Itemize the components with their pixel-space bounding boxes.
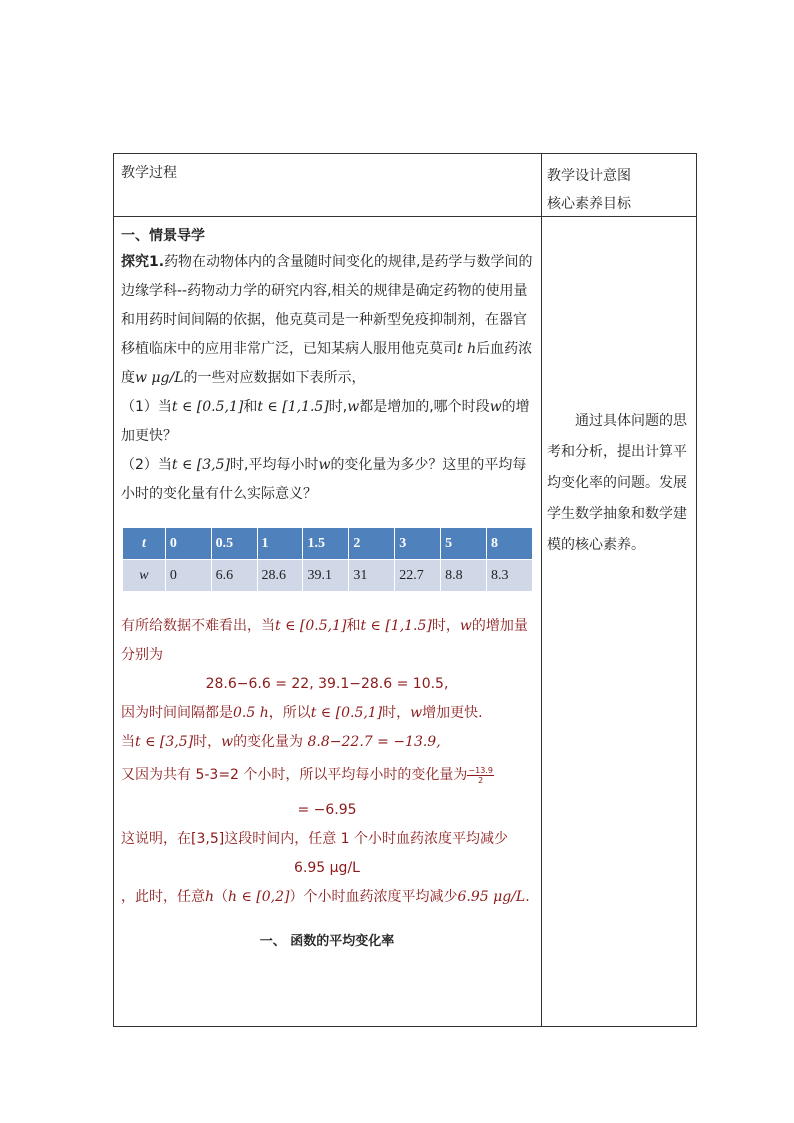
q2-text-b: 时,平均每小时 (230, 457, 319, 473)
a4-text-c: 的变化量为 (233, 734, 304, 750)
table-cell: 3 (395, 528, 441, 560)
a4-text-b: 时， (193, 734, 222, 750)
a3-text-b: ，所以 (268, 705, 311, 721)
intro-unit: w μg/L (135, 370, 184, 386)
equation-average: = −6.95 (297, 802, 357, 818)
a3-w-var: w (410, 705, 423, 721)
table-row-time (123, 528, 533, 560)
fraction-numerator: −13.9 (468, 765, 493, 775)
section-title-scenario: 一、情景导学 (121, 228, 205, 244)
analysis-line-9 (121, 883, 533, 912)
concentration-data-table (122, 527, 533, 592)
a4-interval: t ∈ [3,5] (135, 734, 194, 750)
analysis-line-3 (121, 699, 533, 728)
a1-text-d: 的增加量分别为 (121, 618, 528, 663)
column-divider (541, 154, 542, 1026)
a1-w-var: w (459, 618, 472, 634)
a3-interval: t ∈ [0.5,1] (310, 705, 383, 721)
a9-h-var: h (205, 889, 215, 905)
a9-interval: h ∈ [0,2] (228, 889, 290, 905)
intro-text-2: 后血药浓度 (121, 341, 533, 386)
a9-text-c: ）个小时血药浓度平均减少 (289, 889, 458, 905)
a9-text-b: （ (214, 889, 229, 905)
table-cell: 0 (165, 528, 211, 560)
a3-text-a: 因为时间间隔都是 (121, 705, 233, 721)
q2-interval: t ∈ [3,5] (171, 457, 230, 473)
question-2 (121, 451, 533, 509)
a4-equation: 8.8−22.7 = −13.9, (307, 734, 441, 750)
a9-text-a: ，此时，任意 (121, 889, 205, 905)
a1-text-b: 和 (346, 618, 361, 634)
a9-unit: 6.95 μg/L (457, 889, 526, 905)
explore-intro (121, 248, 533, 393)
analysis-line-7: 这说明，在[3,5]这段时间内，任意 1 个小时血药浓度平均减少 (121, 831, 508, 847)
table-cell: 1 (257, 528, 303, 560)
q1-w-var: w (347, 399, 360, 415)
a5-text: 又因为共有 5-3=2 个小时，所以平均每小时的变化量为 (121, 767, 468, 783)
a3-text-d: 增加更快. (422, 705, 483, 721)
design-intent-text: 通过具体问题的思考和分析，提出计算平均变化率的问题。发展学生数学抽象和数学建模的核心素养。 (547, 413, 687, 553)
analysis-line-8: 6.95 μg/L (294, 860, 360, 876)
intro-text-3: 的一些对应数据如下表所示， (183, 370, 366, 386)
section-title-average-rate: 一、 函数的平均变化率 (259, 934, 395, 949)
a1-interval-1: t ∈ [0.5,1] (275, 618, 347, 634)
table-cell: 5 (441, 528, 487, 560)
table-cell: 31 (349, 560, 395, 592)
analysis-line-5 (121, 761, 533, 790)
lesson-plan-table (113, 153, 697, 1027)
table-label-w: w (123, 560, 166, 592)
q2-w-var: w (318, 457, 331, 473)
explore-label: 探究1. (121, 254, 165, 270)
q1-interval-1: t ∈ [0.5,1] (171, 399, 244, 415)
table-cell: 22.7 (395, 560, 441, 592)
table-cell: 8.3 (487, 560, 533, 592)
a3-text-c: 时， (382, 705, 411, 721)
a3-interval-h: 0.5 h (233, 705, 269, 721)
table-cell: 0.5 (211, 528, 257, 560)
q1-text-e: 的增加更快？ (121, 399, 530, 444)
average-change-fraction (467, 766, 494, 785)
analysis-block (121, 612, 533, 912)
q1-text-a: （1）当 (121, 399, 172, 415)
a4-w-var: w (221, 734, 234, 750)
table-label-t: t (123, 528, 166, 560)
question-1 (121, 393, 533, 451)
table-cell: 0 (165, 560, 211, 592)
a1-interval-2: t ∈ [1,1.5] (360, 618, 432, 634)
intro-time-var: t h (457, 341, 477, 357)
table-cell: 1.5 (303, 528, 349, 560)
fraction-denominator: 2 (478, 775, 484, 785)
table-cell: 8.8 (441, 560, 487, 592)
table-cell: 39.1 (303, 560, 349, 592)
header-teaching-process: 教学过程 (121, 165, 177, 181)
table-cell: 6.6 (211, 560, 257, 592)
q1-text-c: 时, (328, 399, 348, 415)
table-cell: 2 (349, 528, 395, 560)
analysis-line-1 (121, 612, 533, 670)
intro-text-1: 药物在动物体内的含量随时间变化的规律,是药学与数学间的边缘学科--药物动力学的研究内容,相关的规律是确定药物的使用量和用药时间间隔的依据，他克莫司是一种新型免疫抑制剂，在器官移植临床中的应用非常广泛，已知某病人服用他克莫司 (121, 254, 533, 357)
a1-text-a: 有所给数据不难看出，当 (121, 618, 275, 634)
q2-text-c: 的变化量为多少？这里的平均每小时的变化量有什么实际意义？ (121, 457, 527, 502)
q1-interval-2: t ∈ [1,1.5] (257, 399, 329, 415)
q1-w-var-2: w (489, 399, 502, 415)
header-design-intent (547, 162, 631, 218)
equation-increase: 28.6−6.6 = 22, 39.1−28.6 = 10.5, (205, 676, 449, 692)
q1-text-d: 都是增加的,哪个时段 (359, 399, 490, 415)
table-cell: 28.6 (257, 560, 303, 592)
a9-text-d: . (525, 889, 530, 905)
table-cell: 8 (487, 528, 533, 560)
table-row-concentration (123, 560, 533, 592)
q1-text-b: 和 (243, 399, 258, 415)
header-design-intent-line2: 核心素养目标 (547, 196, 631, 212)
q2-text-a: （2）当 (121, 457, 172, 473)
teaching-process-content (121, 224, 533, 949)
analysis-line-4 (121, 728, 533, 757)
a1-text-c: 时， (431, 618, 460, 634)
a4-text-a: 当 (121, 734, 135, 750)
header-design-intent-line1: 教学设计意图 (547, 168, 631, 184)
